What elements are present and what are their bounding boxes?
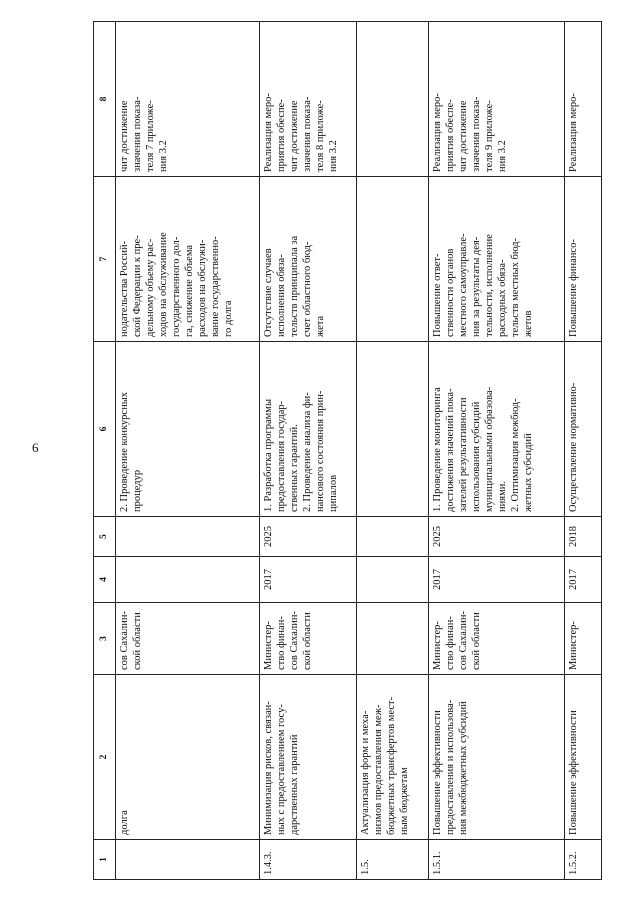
main-activities: Осуществление нормативно-: [565, 342, 602, 517]
responsible-executor: [357, 603, 429, 675]
table-row: [116, 22, 260, 880]
end-year: 2018: [565, 517, 602, 557]
table-row: [565, 22, 602, 880]
row-number: 1.4.3.: [260, 840, 357, 880]
header-cell: 3: [94, 603, 116, 675]
table-row: [260, 22, 357, 880]
page-number: 6: [32, 440, 39, 455]
table-row: [429, 22, 565, 880]
main-activities: 1. Проведение мониторинга достижения значений пока- зателей результативности использования субсидий муниципальными образова- ниями. 2. Оптимизация межбюд- жетных субсидий: [429, 342, 565, 517]
header-cell: 6: [94, 342, 116, 517]
main-activities: [357, 342, 429, 517]
measure-name: Актуализация форм и меха- низмов предоставления меж- бюджетных трансфертов мест- ным бюджетам: [357, 675, 429, 840]
row-number: 1.5.1.: [429, 840, 565, 880]
end-year: [116, 517, 260, 557]
main-activities: 2. Проведение конкурсных процедур: [116, 342, 260, 517]
expected-result: Отсутствие случаев исполнения обяза- тельств принципала за счет областного бюд- жета: [260, 177, 357, 342]
header-row: [94, 22, 116, 880]
header-cell: 2: [94, 675, 116, 840]
measure-name: Повышение эффективности: [565, 675, 602, 840]
responsible-executor: Министер- ство финан- сов Сахалин- ской области: [429, 603, 565, 675]
measures-table: [93, 21, 602, 880]
expected-result: Повышение ответ- ственности органов местного самоуправле- ния за результаты дея- тельности, исполнение расходных обяза- тельств местных бюд- жетов: [429, 177, 565, 342]
indicator-link: Реализация меро-: [565, 22, 602, 177]
main-activities: 1. Разработка программы предоставления государ- ственных гарантий. 2. Проведение анализа фи- нансового состояния прин- ципалов: [260, 342, 357, 517]
header-cell: 5: [94, 517, 116, 557]
expected-result: [357, 177, 429, 342]
expected-result: нодательства Россий- ской Федерации к пре- дельному объему рас- ходов на обслуживание государственного дол- га, снижение объема расходов на обслужи- вание государственно- го долга: [116, 177, 260, 342]
indicator-link: Реализация меро- приятия обеспе- чит достижение значения показа- теля 9 приложе- ния 3.2: [429, 22, 565, 177]
start-year: 2017: [565, 557, 602, 603]
start-year: [357, 557, 429, 603]
measure-name: Минимизация рисков, связан- ных с предоставлением госу- дарственных гарантий: [260, 675, 357, 840]
indicator-link: чит достижение значения показа- теля 7 приложе- ния 3.2: [116, 22, 260, 177]
start-year: [116, 557, 260, 603]
table-row: [357, 22, 429, 880]
header-cell: 4: [94, 557, 116, 603]
measure-name: долга: [116, 675, 260, 840]
header-cell: 1: [94, 840, 116, 880]
header-cell: 8: [94, 22, 116, 177]
responsible-executor: Министер- ство финан- сов Сахалин- ской области: [260, 603, 357, 675]
responsible-executor: сов Сахалин- ской области: [116, 603, 260, 675]
indicator-link: Реализация меро- приятия обеспе- чит достижение значения показа- теля 8 приложе- ния 3.2: [260, 22, 357, 177]
start-year: 2017: [429, 557, 565, 603]
indicator-link: [357, 22, 429, 177]
row-number: 1.5.2.: [565, 840, 602, 880]
rotated-table-container: [93, 22, 601, 880]
row-number: 1.5.: [357, 840, 429, 880]
end-year: 2025: [429, 517, 565, 557]
row-number: [116, 840, 260, 880]
start-year: 2017: [260, 557, 357, 603]
responsible-executor: Министер-: [565, 603, 602, 675]
end-year: 2025: [260, 517, 357, 557]
end-year: [357, 517, 429, 557]
header-cell: 7: [94, 177, 116, 342]
expected-result: Повышение финансо-: [565, 177, 602, 342]
measure-name: Повышение эффективности предоставления и использова- ния межбюджетных субсидий: [429, 675, 565, 840]
